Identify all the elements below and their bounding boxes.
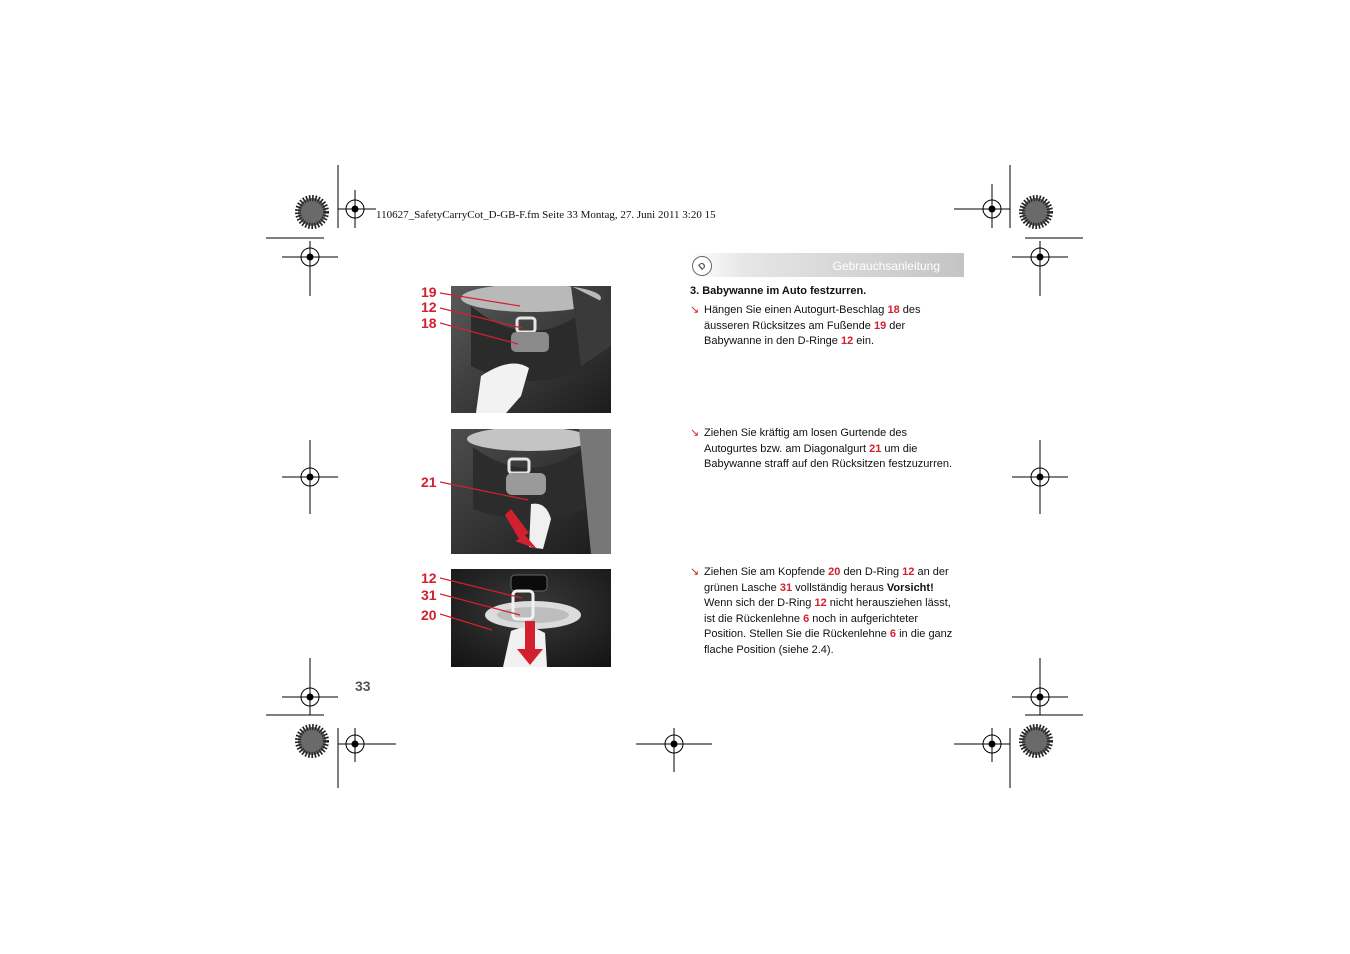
arrow-bullet-icon: ↘ [690, 427, 700, 439]
figure-3-leaders [440, 570, 540, 640]
callout-21: 21 [421, 474, 437, 490]
file-info-header: 110627_SafetyCarryCot_D-GB-F.fm Seite 33 Montag, 27. Juni 2011 3:20 15 [376, 209, 716, 221]
language-badge: D [688, 252, 716, 280]
registration-mark-icon [282, 658, 338, 715]
callout-31: 31 [421, 587, 437, 603]
arrow-bullet-icon: ↘ [690, 304, 700, 316]
instruction-paragraph-2: ↘ Ziehen Sie kräftig am losen Gurtende des Autogurtes bzw. am Diagonalgurt 21 um die Babywanne straff auf den Rücksitzen festzuzurren. [690, 427, 953, 470]
registration-mark-icon [282, 440, 338, 514]
starburst-mark-icon [1022, 198, 1050, 226]
page-number: 33 [355, 678, 371, 694]
callout-12: 12 [421, 570, 437, 586]
registration-mark-icon [338, 190, 376, 228]
registration-mark-icon [338, 728, 396, 762]
registration-mark-icon [282, 241, 338, 296]
starburst-mark-icon [298, 727, 326, 755]
starburst-mark-icon [1022, 727, 1050, 755]
figure-1-leaders [440, 286, 540, 356]
registration-mark-icon [954, 184, 1010, 228]
registration-mark-icon [954, 728, 1010, 762]
callout-19: 19 [421, 284, 437, 300]
arrow-bullet-icon: ↘ [690, 566, 700, 578]
instruction-paragraph-3: ↘ Ziehen Sie am Kopfende 20 den D-Ring 12 an der grünen Lasche 31 vollständig heraus Vorsicht! Wenn sich der D-Ring 12 nicht herausziehen lässt, ist die Rückenlehne 6 noch in aufgerichteter Position. Stellen Sie die Rückenlehne 6 in die ganz flache Position (siehe 2.4). [690, 566, 953, 656]
registration-mark-icon [1012, 658, 1068, 715]
registration-mark-icon [636, 728, 712, 772]
step-title: 3. Babywanne im Auto festzurren. [690, 285, 867, 297]
figure-2-leaders [440, 474, 540, 514]
registration-mark-icon [1012, 440, 1068, 514]
starburst-mark-icon [298, 198, 326, 226]
registration-mark-icon [1012, 241, 1068, 296]
callout-18: 18 [421, 315, 437, 331]
section-title: Gebrauchsanleitung [832, 259, 940, 273]
callout-20: 20 [421, 607, 437, 623]
callout-12: 12 [421, 299, 437, 315]
instruction-paragraph-1: ↘ Hängen Sie einen Autogurt-Beschlag 18 des äusseren Rücksitzes am Fußende 19 der Babywanne in den D-Ringe 12 ein. [690, 304, 921, 347]
